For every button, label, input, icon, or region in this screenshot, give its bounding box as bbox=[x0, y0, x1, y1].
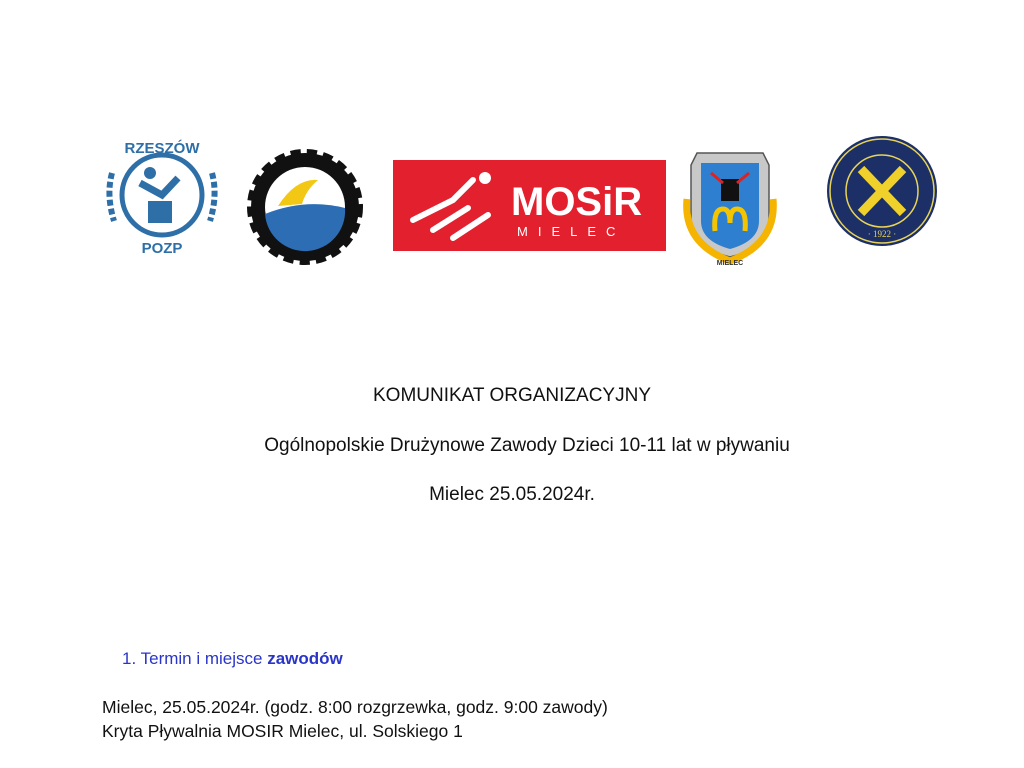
document-subtitle: Ogólnopolskie Drużynowe Zawody Dzieci 10-11 lat w pływaniu bbox=[264, 435, 790, 456]
mielec-coat-of-arms bbox=[683, 143, 777, 267]
rzeszow-pozp-logo bbox=[100, 133, 224, 257]
svg-text:MIELEC: MIELEC bbox=[716, 260, 744, 267]
section-title-regular: Termin i miejsce bbox=[140, 649, 263, 668]
svg-text:MOSiR: MOSiR bbox=[511, 180, 643, 224]
svg-text:· 1922 ·: · 1922 · bbox=[867, 229, 897, 239]
document-title: KOMUNIKAT ORGANIZACYJNY bbox=[373, 385, 651, 406]
svg-text:POZP: POZP bbox=[141, 240, 183, 257]
svg-text:RZESZÓW: RZESZÓW bbox=[124, 140, 200, 157]
section-line: Kryta Pływalnia MOSIR Mielec, ul. Solskiego 1 bbox=[102, 721, 463, 741]
section-title-bold: zawodów bbox=[267, 649, 343, 668]
section-heading-1 bbox=[122, 649, 343, 669]
mosir-mielec-logo bbox=[393, 160, 666, 251]
polski-zwiazek-plywacki-logo bbox=[823, 133, 941, 249]
section-line: Mielec, 25.05.2024r. (godz. 8:00 rozgrzewka, godz. 9:00 zawody) bbox=[102, 697, 608, 717]
svg-text:MIELEC: MIELEC bbox=[517, 224, 626, 239]
mosir-runner-icon bbox=[393, 160, 666, 251]
stal-mielec-logo bbox=[246, 148, 364, 266]
section-number: 1. bbox=[122, 649, 137, 668]
document-date: Mielec 25.05.2024r. bbox=[429, 484, 595, 505]
